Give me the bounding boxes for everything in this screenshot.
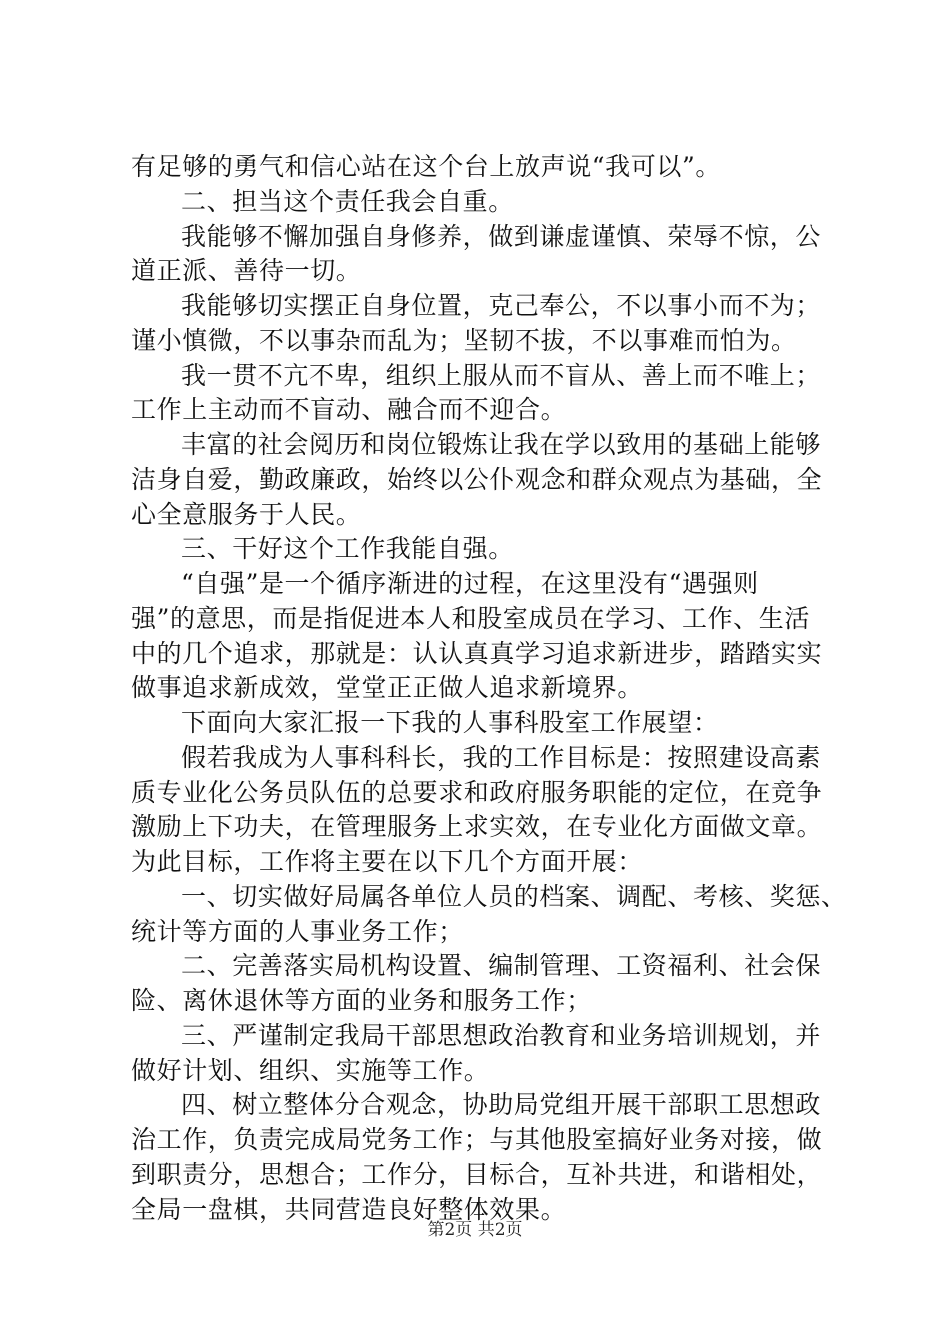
text-line: 治工作，负责完成局党务工作；与其他股室搞好业务对接，做	[131, 1125, 823, 1154]
text-line: 道正派、善待一切。	[131, 256, 362, 286]
text-line: 激励上下功夫，在管理服务上求实效，在专业化方面做文章。	[131, 812, 823, 842]
text-line: 做好计划、组织、实施等工作。	[131, 1055, 490, 1085]
text-line: 有足够的勇气和信心站在这个台上放声说“我可以”。	[131, 152, 721, 181]
text-line: 下面向大家汇报一下我的人事科股室工作展望：	[181, 708, 719, 737]
document-body	[131, 150, 847, 1227]
text-line: “自强”是一个循序渐进的过程，在这里没有“遇强则	[181, 569, 759, 598]
text-line: 我能够切实摆正自身位置，克己奉公，不以事小而不为；	[181, 291, 822, 320]
text-line: 二、担当这个责任我会自重。	[181, 186, 514, 216]
text-line: 三、严谨制定我局干部思想政治教育和业务培训规划，并	[181, 1020, 822, 1050]
text-line: 我能够不懈加强自身修养，做到谦虚谨慎、荣辱不惊，公	[181, 221, 822, 251]
text-line: 中的几个追求，那就是：认认真真学习追求新进步，踏踏实实	[131, 638, 823, 668]
text-line: 谨小慎微，不以事杂而乱为；坚韧不拔，不以事难而怕为。	[131, 325, 797, 355]
text-line: 到职责分，思想合；工作分，目标合，互补共进，和谐相处，	[131, 1159, 823, 1189]
text-line: 工作上主动而不盲动、融合而不迎合。	[131, 395, 567, 425]
text-line: 统计等方面的人事业务工作；	[131, 916, 464, 946]
text-line: 质专业化公务员队伍的总要求和政府服务职能的定位，在竞争	[131, 777, 823, 807]
text-line: 丰富的社会阅历和岗位锻炼让我在学以致用的基础上能够	[181, 430, 822, 459]
page-footer: 第2页 共2页	[427, 1220, 523, 1240]
text-line: 四、树立整体分合观念，协助局党组开展干部职工思想政	[181, 1090, 822, 1120]
text-line: 二、完善落实局机构设置、编制管理、工资福利、社会保	[181, 951, 822, 981]
text-line: 心全意服务于人民。	[131, 499, 362, 529]
text-line: 做事追求新成效，堂堂正正做人追求新境界。	[131, 673, 644, 703]
text-line: 全局一盘棋，共同营造良好整体效果。	[131, 1194, 567, 1224]
text-line: 三、干好这个工作我能自强。	[181, 534, 514, 564]
text-line: 一、切实做好局属各单位人员的档案、调配、考核、奖惩、	[181, 881, 847, 911]
text-line: 强”的意思，而是指促进本人和股室成员在学习、工作、生活	[131, 603, 810, 633]
text-line: 为此目标，工作将主要在以下几个方面开展：	[131, 847, 644, 876]
text-line: 我一贯不亢不卑，组织上服从而不盲从、善上而不唯上；	[181, 360, 822, 390]
text-line: 险、离休退休等方面的业务和服务工作；	[131, 986, 592, 1015]
text-line: 洁身自爱，勤政廉政，始终以公仆观念和群众观点为基础，全	[131, 464, 823, 494]
text-line: 假若我成为人事科科长，我的工作目标是：按照建设高素	[181, 742, 822, 772]
